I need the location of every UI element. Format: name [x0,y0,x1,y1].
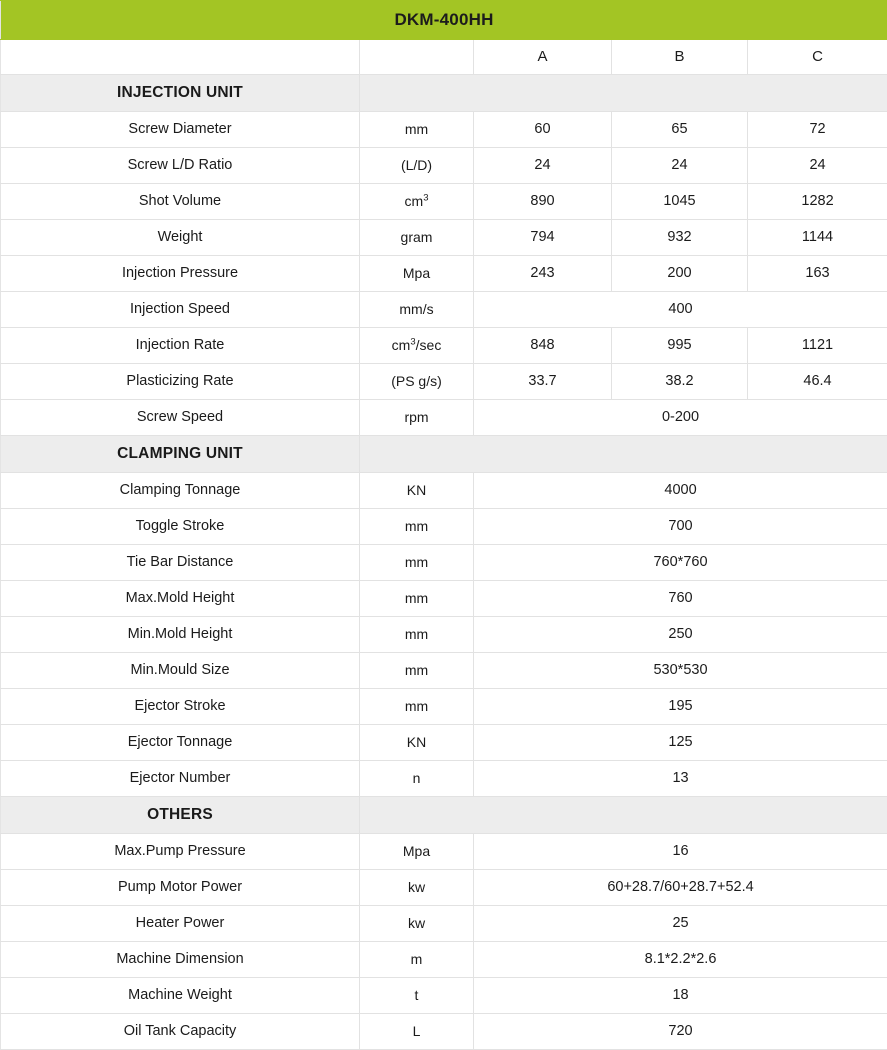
spec-value-merged: 400 [474,292,887,328]
spec-unit: n [360,761,474,797]
spec-label: Machine Weight [1,978,360,1014]
spec-label: Injection Rate [1,328,360,364]
section-title-label: INJECTION UNIT [1,84,359,102]
unit-base: cm [405,193,424,209]
table-row [1,725,887,761]
column-header-b: B [612,40,748,75]
spec-column-header [1,40,360,75]
spec-value-b: 24 [612,148,748,184]
spec-value-merged: 720 [474,1014,887,1050]
spec-unit: KN [360,473,474,509]
spec-value-merged: 125 [474,725,887,761]
table-row [1,653,887,689]
spec-unit: gram [360,220,474,256]
spec-unit: rpm [360,400,474,436]
spec-value-a: 33.7 [474,364,612,400]
spec-value-a: 243 [474,256,612,292]
table-row [1,292,887,328]
table-row [1,978,887,1014]
spec-value-merged: 13 [474,761,887,797]
spec-label: Pump Motor Power [1,870,360,906]
spec-label: Max.Mold Height [1,581,360,617]
spec-value-merged: 18 [474,978,887,1014]
table-row [1,256,887,292]
spec-label: Screw Diameter [1,112,360,148]
unit-exponent: 3 [410,337,415,348]
spec-label: Ejector Number [1,761,360,797]
section-header-row [1,436,887,473]
unit-exponent: 3 [423,193,428,204]
spec-unit: mm [360,112,474,148]
table-row [1,617,887,653]
spec-value-a: 890 [474,184,612,220]
table-row [1,184,887,220]
spec-unit: kw [360,870,474,906]
spec-unit: t [360,978,474,1014]
spec-value-c: 24 [748,148,887,184]
spec-unit: mm [360,509,474,545]
section-header-filler [360,436,887,473]
spec-label: Plasticizing Rate [1,364,360,400]
section-header-row [1,75,887,112]
model-title: DKM-400HH [1,1,887,40]
spec-value-merged: 700 [474,509,887,545]
table-row [1,112,887,148]
spec-value-merged: 760 [474,581,887,617]
section-title-clamping-unit [1,436,360,473]
section-header-filler [360,75,887,112]
section-title-others [1,797,360,834]
spec-label: Min.Mold Height [1,617,360,653]
column-header-row [1,40,887,75]
table-row [1,400,887,436]
spec-label: Injection Pressure [1,256,360,292]
table-row [1,870,887,906]
spec-unit: mm [360,581,474,617]
column-header-c: C [748,40,887,75]
spec-unit [360,184,474,220]
spec-unit: (PS g/s) [360,364,474,400]
table-row [1,545,887,581]
spec-unit: L [360,1014,474,1050]
spec-value-merged: 4000 [474,473,887,509]
unit-column-header [360,40,474,75]
spec-value-c: 46.4 [748,364,887,400]
column-header-a: A [474,40,612,75]
spec-label: Tie Bar Distance [1,545,360,581]
table-row [1,942,887,978]
table-row [1,509,887,545]
spec-value-c: 1282 [748,184,887,220]
spec-label: Oil Tank Capacity [1,1014,360,1050]
spec-unit: Mpa [360,256,474,292]
spec-label: Clamping Tonnage [1,473,360,509]
spec-value-merged: 530*530 [474,653,887,689]
unit-suffix: /sec [416,337,442,353]
table-row [1,834,887,870]
table-row [1,581,887,617]
table-row [1,473,887,509]
spec-unit: mm [360,617,474,653]
spec-label: Screw Speed [1,400,360,436]
spec-unit: mm/s [360,292,474,328]
spec-value-merged: 60+28.7/60+28.7+52.4 [474,870,887,906]
spec-label: Injection Speed [1,292,360,328]
table-title-row [1,1,887,40]
spec-value-b: 65 [612,112,748,148]
spec-unit: m [360,942,474,978]
spec-value-b: 38.2 [612,364,748,400]
spec-value-c: 1121 [748,328,887,364]
spec-value-merged: 16 [474,834,887,870]
spec-value-c: 72 [748,112,887,148]
spec-unit: KN [360,725,474,761]
spec-unit: (L/D) [360,148,474,184]
unit-base: cm [392,337,411,353]
spec-value-b: 995 [612,328,748,364]
spec-label: Shot Volume [1,184,360,220]
spec-label: Ejector Tonnage [1,725,360,761]
spec-unit: mm [360,545,474,581]
spec-unit: mm [360,653,474,689]
spec-label: Machine Dimension [1,942,360,978]
spec-label: Toggle Stroke [1,509,360,545]
spec-value-merged: 0-200 [474,400,887,436]
spec-unit: mm [360,689,474,725]
spec-value-a: 60 [474,112,612,148]
spec-value-merged: 8.1*2.2*2.6 [474,942,887,978]
table-row [1,761,887,797]
spec-value-merged: 250 [474,617,887,653]
section-title-label: CLAMPING UNIT [1,445,359,463]
spec-value-b: 200 [612,256,748,292]
spec-value-b: 1045 [612,184,748,220]
spec-label: Ejector Stroke [1,689,360,725]
spec-label: Min.Mould Size [1,653,360,689]
table-row [1,689,887,725]
spec-value-merged: 760*760 [474,545,887,581]
table-row [1,906,887,942]
spec-value-c: 163 [748,256,887,292]
table-row [1,148,887,184]
spec-value-merged: 195 [474,689,887,725]
spec-value-merged: 25 [474,906,887,942]
table-row [1,328,887,364]
section-header-filler [360,797,887,834]
spec-unit: Mpa [360,834,474,870]
table-row [1,1014,887,1050]
table-row [1,364,887,400]
spec-value-c: 1144 [748,220,887,256]
section-title-label: OTHERS [1,806,359,824]
spec-label: Weight [1,220,360,256]
spec-unit [360,328,474,364]
spec-value-a: 848 [474,328,612,364]
spec-value-a: 24 [474,148,612,184]
table-row [1,220,887,256]
spec-label: Screw L/D Ratio [1,148,360,184]
spec-value-b: 932 [612,220,748,256]
spec-unit: kw [360,906,474,942]
spec-value-a: 794 [474,220,612,256]
spec-label: Heater Power [1,906,360,942]
section-title-injection-unit [1,75,360,112]
section-header-row [1,797,887,834]
spec-label: Max.Pump Pressure [1,834,360,870]
